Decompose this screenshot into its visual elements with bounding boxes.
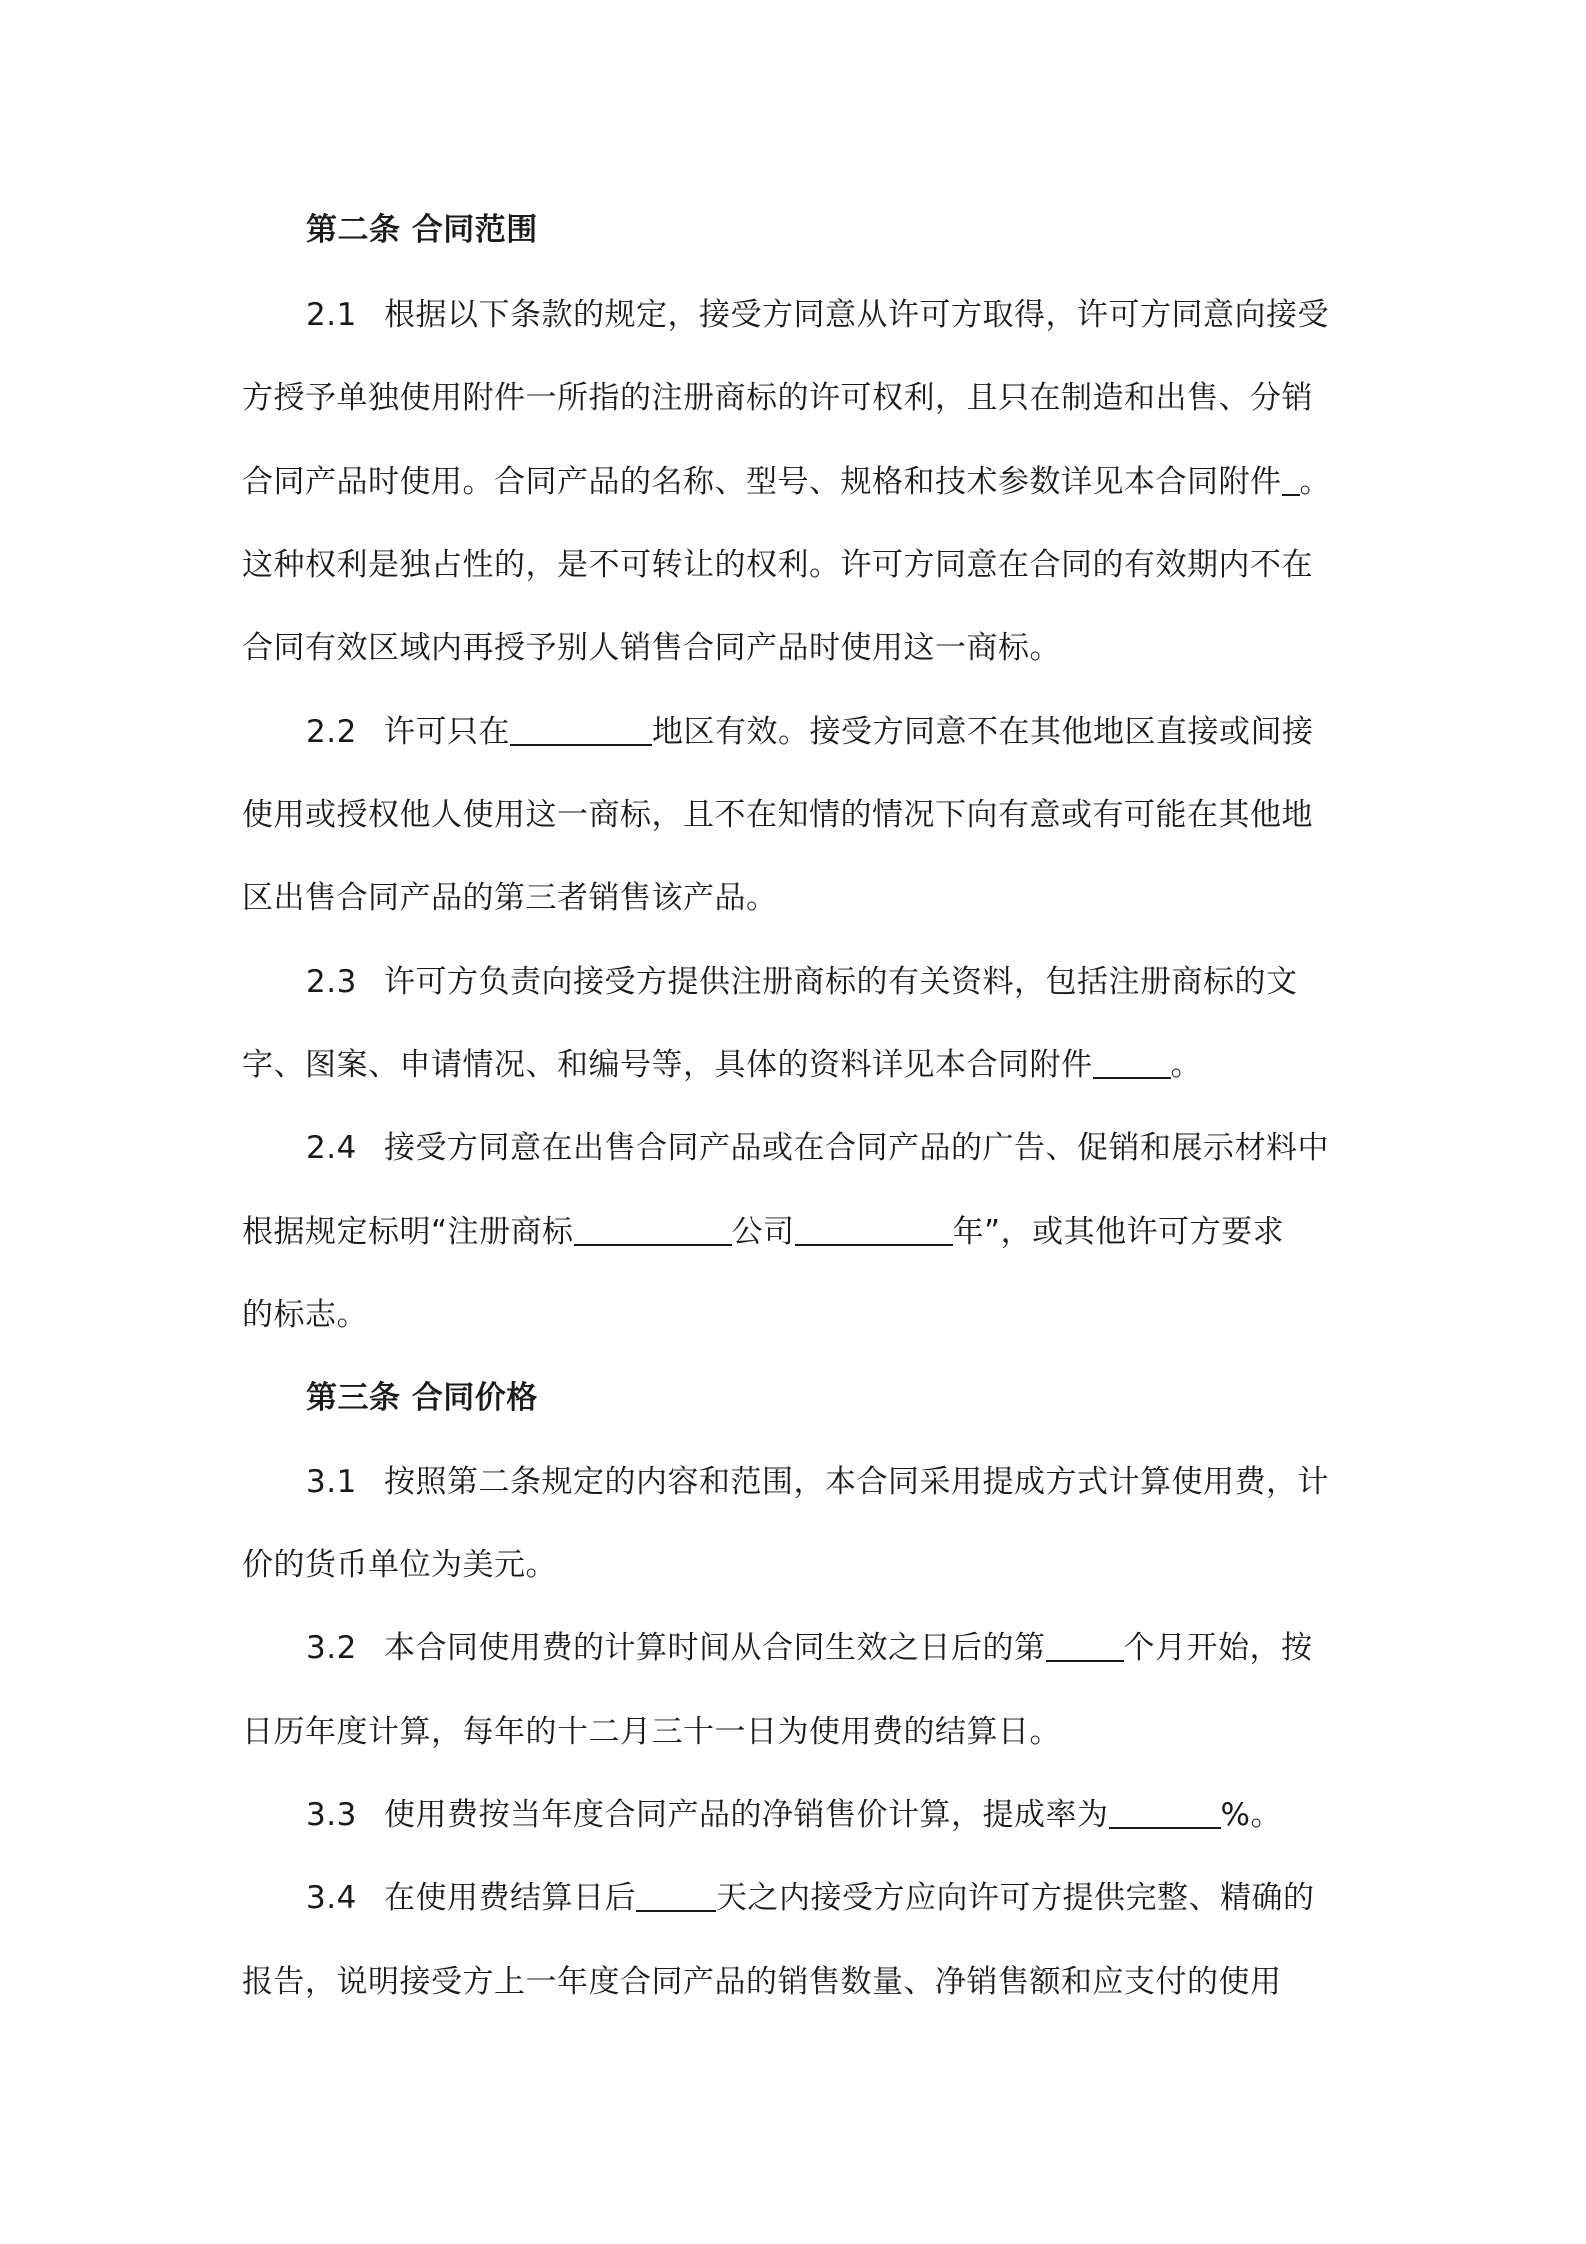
clause-text: %。 <box>1220 1797 1282 1833</box>
fill-in-blank <box>510 714 652 746</box>
clause-3-1-line-2: 价的货币单位为美元。 <box>242 1547 557 1583</box>
clause-3-1-line-1 <box>306 1462 1329 1502</box>
clause-text: 地区有效。接受方同意不在其他地区直接或间接 <box>652 714 1314 750</box>
clause-number: 3.1 <box>306 1464 357 1500</box>
clause-number: 3.2 <box>306 1630 357 1666</box>
clause-text: 。 <box>1299 464 1331 500</box>
fill-in-blank <box>574 1214 732 1246</box>
clause-text: 字、图案、申请情况、和编号等，具体的资料详见本合同附件 <box>242 1047 1093 1083</box>
clause-2-1-line-3 <box>242 462 1331 502</box>
clause-3-2-line-1 <box>306 1628 1313 1668</box>
clause-text: 根据以下条款的规定，接受方同意从许可方取得，许可方同意向接受 <box>384 297 1329 333</box>
clause-text: 在使用费结算日后 <box>384 1880 636 1916</box>
clause-2-4-line-1 <box>306 1128 1329 1168</box>
clause-2-1-line-1 <box>306 295 1329 335</box>
clause-2-3-line-2 <box>242 1045 1202 1085</box>
fill-in-blank <box>1093 1047 1171 1079</box>
clause-2-1-line-5: 合同有效区域内再授予别人销售合同产品时使用这一商标。 <box>242 630 1061 666</box>
clause-2-4-line-2 <box>242 1212 1284 1252</box>
fill-in-blank <box>1109 1797 1221 1829</box>
fill-in-blank <box>1046 1630 1124 1662</box>
fill-in-blank <box>636 1880 716 1912</box>
clause-3-3-line-1 <box>306 1795 1282 1835</box>
clause-2-1-line-4: 这种权利是独占性的，是不可转让的权利。许可方同意在合同的有效期内不在 <box>242 547 1313 583</box>
clause-number: 2.2 <box>306 714 357 750</box>
clause-3-4-line-2: 报告，说明接受方上一年度合同产品的销售数量、净销售额和应支付的使用 <box>242 1964 1282 2000</box>
fill-in-blank <box>1282 464 1300 496</box>
clause-text: 个月开始，按 <box>1123 1630 1313 1666</box>
clause-number: 3.3 <box>306 1797 357 1833</box>
clause-number: 2.4 <box>306 1130 357 1166</box>
clause-text: 合同产品时使用。合同产品的名称、型号、规格和技术参数详见本合同附件 <box>242 464 1282 500</box>
clause-text: 许可方负责向接受方提供注册商标的有关资料，包括注册商标的文 <box>384 964 1298 1000</box>
clause-2-2-line-1 <box>306 712 1314 752</box>
clause-text: 年”，或其他许可方要求 <box>952 1214 1285 1250</box>
clause-2-2-line-2: 使用或授权他人使用这一商标，且不在知情的情况下向有意或有可能在其他地 <box>242 797 1313 833</box>
clause-number: 2.1 <box>306 297 357 333</box>
clause-3-4-line-1 <box>306 1878 1315 1918</box>
clause-number: 2.3 <box>306 964 357 1000</box>
section-heading-3: 第三条 合同价格 <box>306 1380 538 1416</box>
clause-2-1-line-2: 方授予单独使用附件一所指的注册商标的许可权利，且只在制造和出售、分销 <box>242 380 1313 416</box>
clause-text: 接受方同意在出售合同产品或在合同产品的广告、促销和展示材料中 <box>384 1130 1329 1166</box>
clause-text: 使用费按当年度合同产品的净销售价计算，提成率为 <box>384 1797 1109 1833</box>
fill-in-blank <box>795 1214 953 1246</box>
clause-2-4-line-3: 的标志。 <box>242 1297 368 1333</box>
clause-text: 天之内接受方应向许可方提供完整、精确的 <box>716 1880 1315 1916</box>
clause-number: 3.4 <box>306 1880 357 1916</box>
clause-3-2-line-2: 日历年度计算，每年的十二月三十一日为使用费的结算日。 <box>242 1714 1061 1750</box>
clause-2-2-line-3: 区出售合同产品的第三者销售该产品。 <box>242 880 778 916</box>
clause-text: 按照第二条规定的内容和范围，本合同采用提成方式计算使用费，计 <box>384 1464 1329 1500</box>
clause-text: 许可只在 <box>384 714 510 750</box>
clause-text: 本合同使用费的计算时间从合同生效之日后的第 <box>384 1630 1046 1666</box>
clause-text: 根据规定标明“注册商标 <box>242 1214 574 1250</box>
clause-2-3-line-1 <box>306 962 1298 1002</box>
clause-text: 。 <box>1170 1047 1202 1083</box>
section-heading-2: 第二条 合同范围 <box>306 212 538 248</box>
clause-text: 公司 <box>731 1214 795 1250</box>
